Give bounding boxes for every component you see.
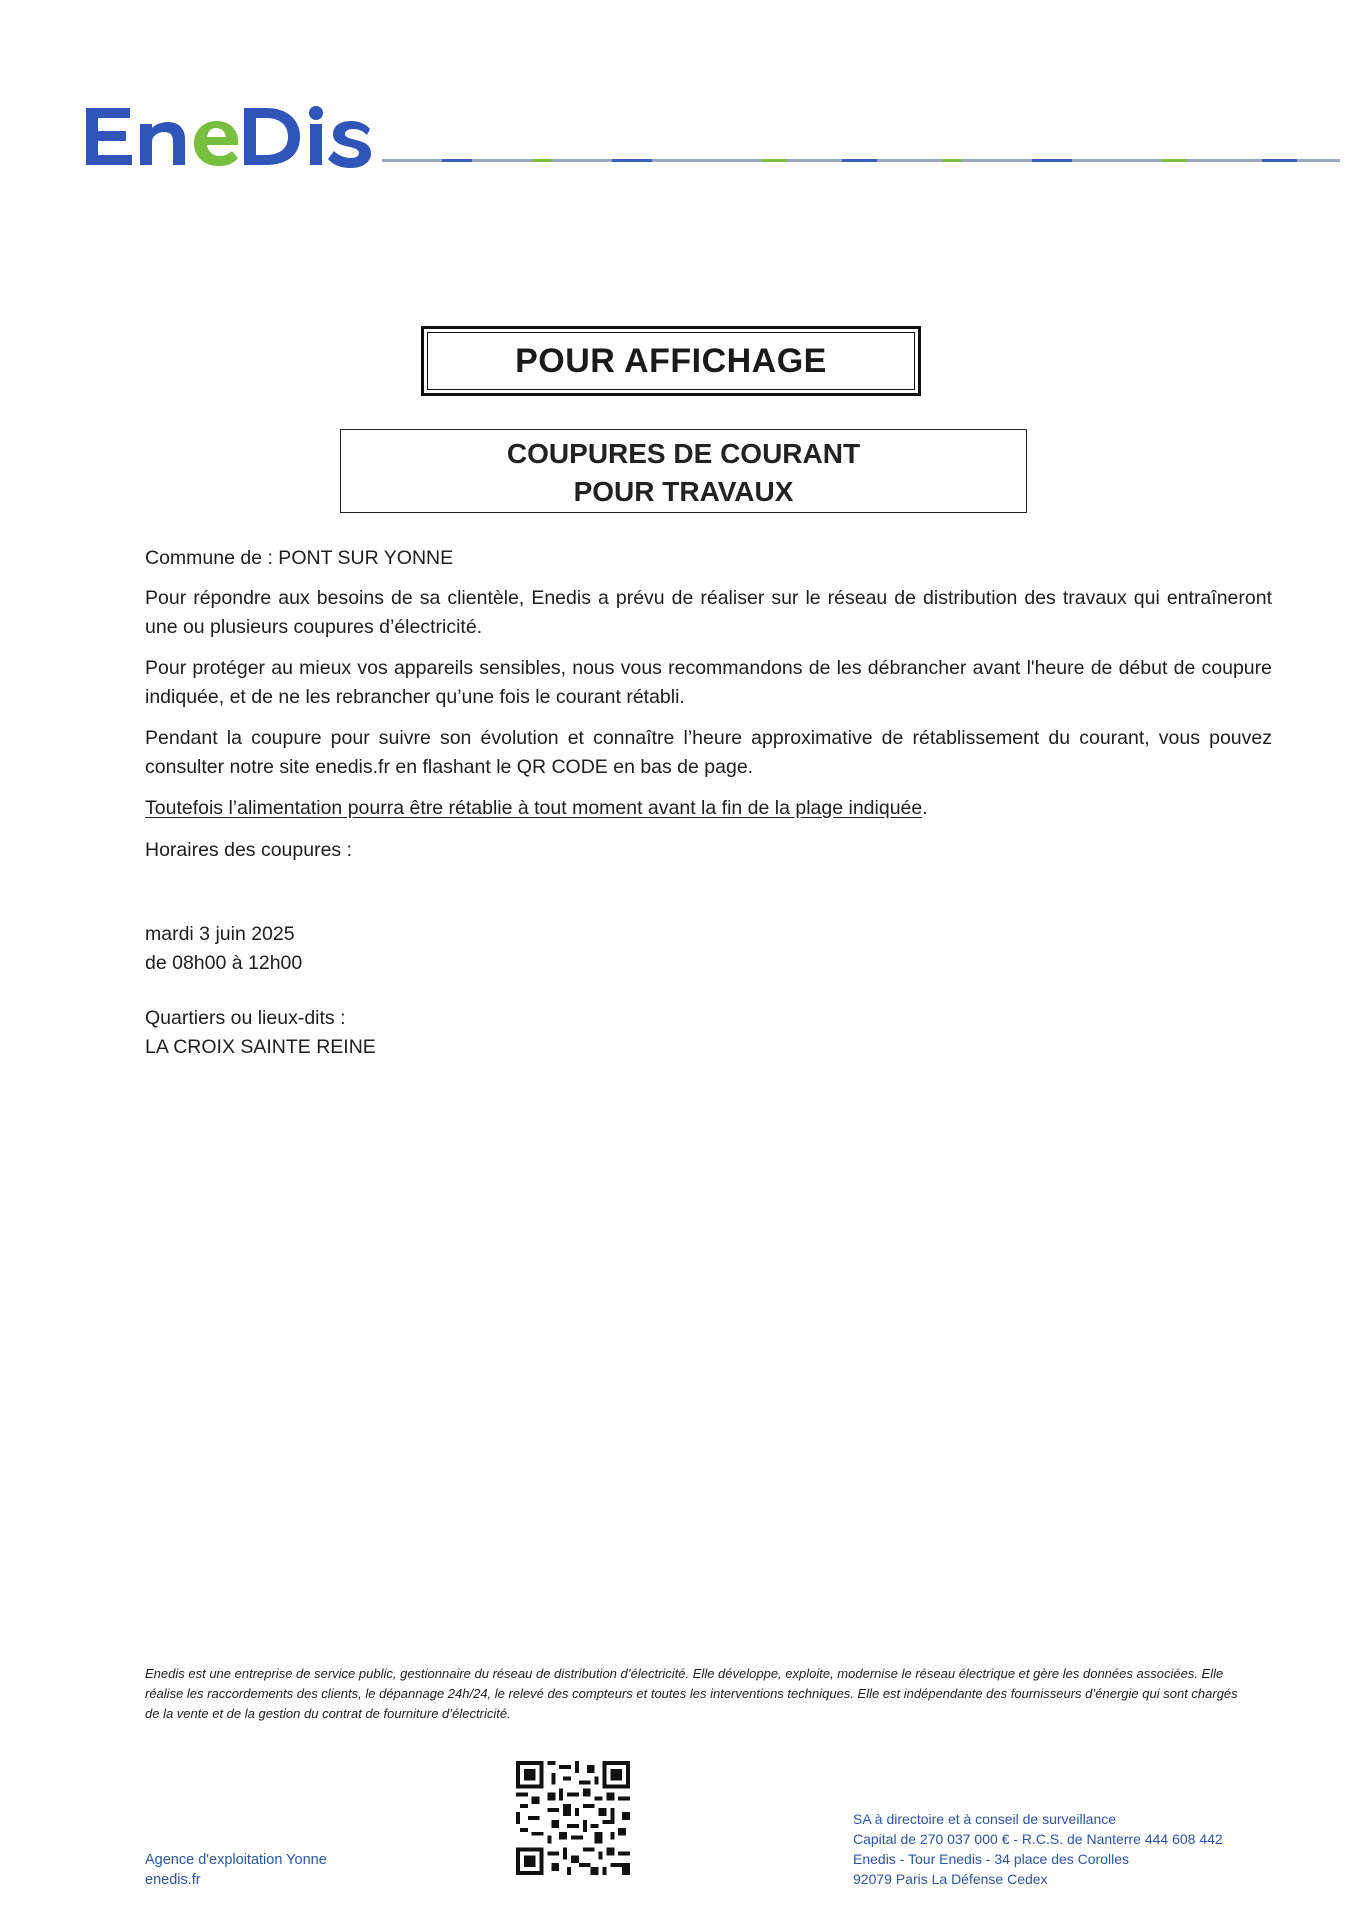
subtitle-line-2: POUR TRAVAUX	[573, 476, 794, 507]
notice-paragraph	[145, 794, 1272, 823]
company-line-1: SA à directoire et à conseil de surveillance	[853, 1811, 1117, 1827]
areas-label: Quartiers ou lieux-dits :	[145, 1007, 346, 1029]
commune-line: Commune de : PONT SUR YONNE	[145, 547, 454, 569]
schedule-label: Horaires des coupures :	[145, 839, 353, 861]
title-box-inner	[427, 332, 915, 390]
company-info	[853, 1809, 1223, 1889]
agency-block	[145, 1850, 327, 1890]
outage-date: mardi 3 juin 2025	[145, 923, 295, 945]
company-line-4: 92079 Paris La Défense Cedex	[853, 1871, 1048, 1887]
agency-name: Agence d'exploitation Yonne	[145, 1852, 327, 1868]
subtitle-line-1: COUPURES DE COURANT	[506, 438, 861, 469]
intro-paragraph: Pour répondre aux besoins de sa clientèle, Enedis a prévu de réaliser sur le réseau de distribution des travaux qui entraîneront une ou plusieurs coupures d’électricité.	[145, 587, 1272, 638]
title-box	[421, 326, 921, 396]
area-name: LA CROIX SAINTE REINE	[145, 1036, 376, 1058]
company-line-2: Capital de 270 037 000 € - R.C.S. de Nanterre 444 608 442	[853, 1831, 1223, 1847]
enedis-logo	[84, 96, 374, 176]
tracking-paragraph: Pendant la coupure pour suivre son évolution et connaître l’heure approximative de rétablissement du courant, vous pouvez consulter notre site enedis.fr en flashant le QR CODE en bas de page.	[145, 727, 1272, 778]
advice-paragraph: Pour protéger au mieux vos appareils sensibles, nous vous recommandons de les débrancher avant l'heure de début de coupure indiquée, et de ne les rebrancher qu’une fois le courant rétabli.	[145, 657, 1272, 708]
legal-notice: Enedis est une entreprise de service public, gestionnaire du réseau de distribution d’électricité. Elle développe, exploite, modernise le réseau électrique et gère les données associées. Elle réalise les raccordements des clients, le dépannage 24h/24, le relevé des compteurs et toutes les interventions techniques. Elle est indépendante des fournisseurs d’énergie qui sont chargés de la vente et de la gestion du contrat de fourniture d’électricité.	[145, 1666, 1238, 1721]
outage-time: de 08h00 à 12h00	[145, 952, 303, 974]
notice-end: .	[922, 797, 928, 819]
agency-website[interactable]: enedis.fr	[145, 1872, 201, 1888]
subtitle-box	[340, 429, 1027, 513]
page-title: POUR AFFICHAGE	[515, 341, 827, 380]
company-line-3: Enedis - Tour Enedis - 34 place des Corolles	[853, 1851, 1130, 1867]
notice-text: Toutefois l’alimentation pourra être rétablie à tout moment avant la fin de la plage indiquée	[145, 797, 923, 819]
logo-underline	[382, 159, 1340, 162]
qr-code[interactable]	[516, 1761, 630, 1875]
